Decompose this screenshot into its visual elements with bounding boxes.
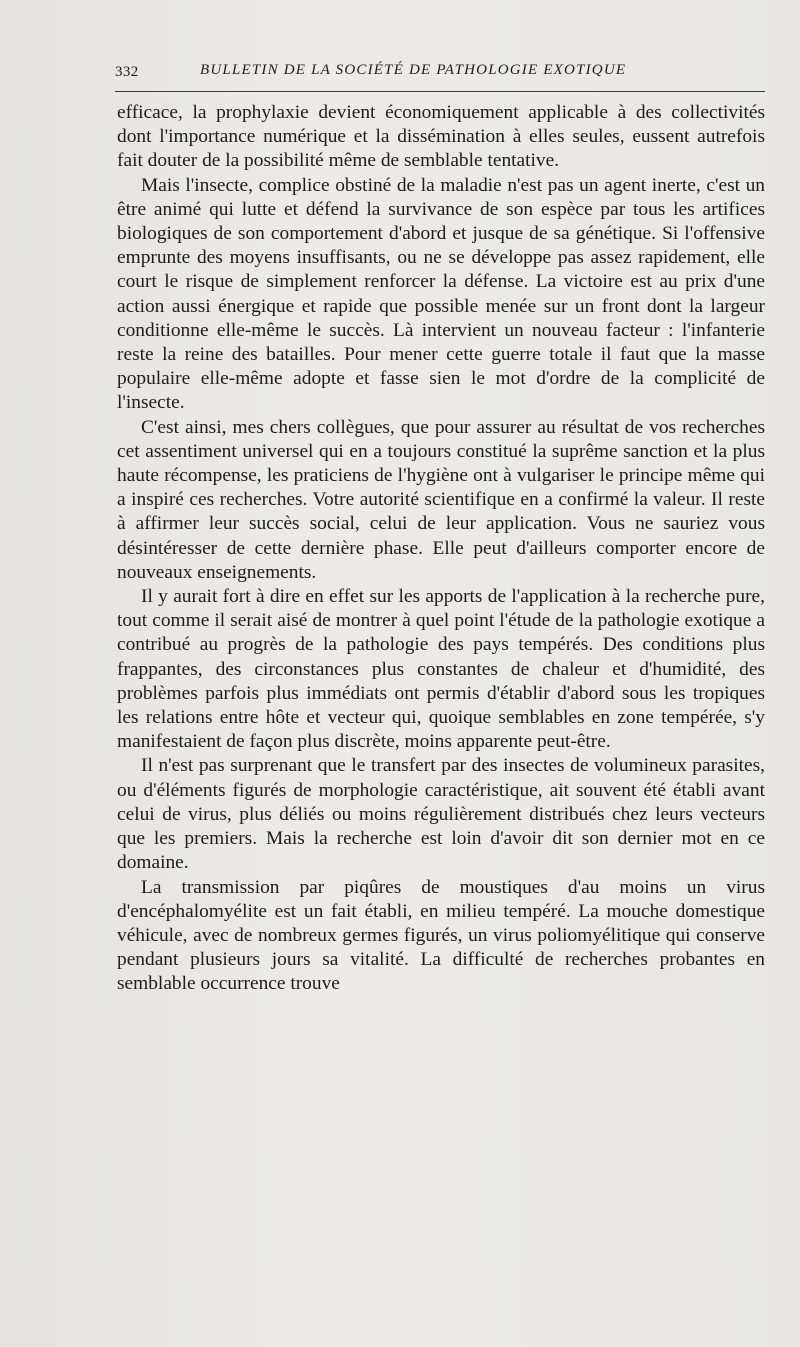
paragraph-4: Il y aurait fort à dire en effet sur les apports de l'application à la recherche pure, tout comme il serait aisé de montrer à quel point l'étude de la pathologie exotique a contribué au progrès de la pathologie des pays tempérés. Des conditions plus frappantes, des circonstances plus constantes de chaleur et d'humidité, des problèmes parfois plus immédiats ont permis d'établir d'abord sous les tropiques les relations entre hôte et vecteur qui, quoique semblables en zone tempérée, s'y manifestaient de façon plus discrète, moins apparente peut-être.	[117, 586, 765, 753]
paragraph-5: Il n'est pas surprenant que le transfert par des insectes de volumineux parasites, ou d'éléments figurés de morphologie caractéristique, ait souvent été établi avant celui de virus, plus déliés ou moins régulièrement distribués chez leurs vecteurs que les premiers. Mais la recherche est loin d'avoir dit son dernier mot en ce domaine.	[117, 755, 765, 874]
paragraph-2: Mais l'insecte, complice obstiné de la maladie n'est pas un agent inerte, c'est un être animé qui lutte et défend la survivance de son espèce par tous les artifices biologiques de son comportement d'abord et jusque de sa génétique. Si l'offensive emprunte des moyens insuffisants, ou ne se développe pas assez rapidement, elle court le risque de simplement renforcer la défense. La victoire est au prix d'une action aussi énergique et rapide que possible menée sur un front dont la largeur conditionne elle-même le succès. Là intervient un nouveau facteur : l'infanterie reste la reine des batailles. Pour mener cette guerre totale il faut que la masse populaire elle-même adopte et fasse sien le mot d'ordre de la complicité de l'insecte.	[117, 174, 765, 414]
running-head	[115, 62, 763, 88]
paragraph-6: La transmission par piqûres de moustiques d'au moins un virus d'encéphalomyélite est un fait établi, en milieu tempéré. La mouche domestique véhicule, avec de nombreux germes figurés, un virus poliomyélitique qui conserve pendant plusieurs jours sa vitalité. La difficulté de recherches probantes en semblable occurrence trouve	[117, 876, 765, 995]
journal-title: BULLETIN DE LA SOCIÉTÉ DE PATHOLOGIE EXOTIQUE	[200, 62, 627, 78]
body-text	[117, 101, 765, 997]
header-rule	[115, 91, 765, 92]
page-number: 332	[115, 64, 139, 80]
paragraph-3: C'est ainsi, mes chers collègues, que pour assurer au résultat de vos recherches cet assentiment universel qui en a toujours constitué la suprême sanction et la plus haute récompense, les praticiens de l'hygiène ont à vulgariser le principe même qui a inspiré ces recherches. Votre autorité scientifique en a confirmé la valeur. Il reste à affirmer leur succès social, celui de leur application. Vous ne sauriez vous désintéresser de cette dernière phase. Elle peut d'ailleurs comporter encore de nouveaux enseignements.	[117, 416, 765, 583]
paragraph-1: efficace, la prophylaxie devient économiquement applicable à des collectivités dont l'importance numérique et la dissémination à elles seules, eussent autrefois fait douter de la possibilité même de semblable tentative.	[117, 102, 765, 172]
